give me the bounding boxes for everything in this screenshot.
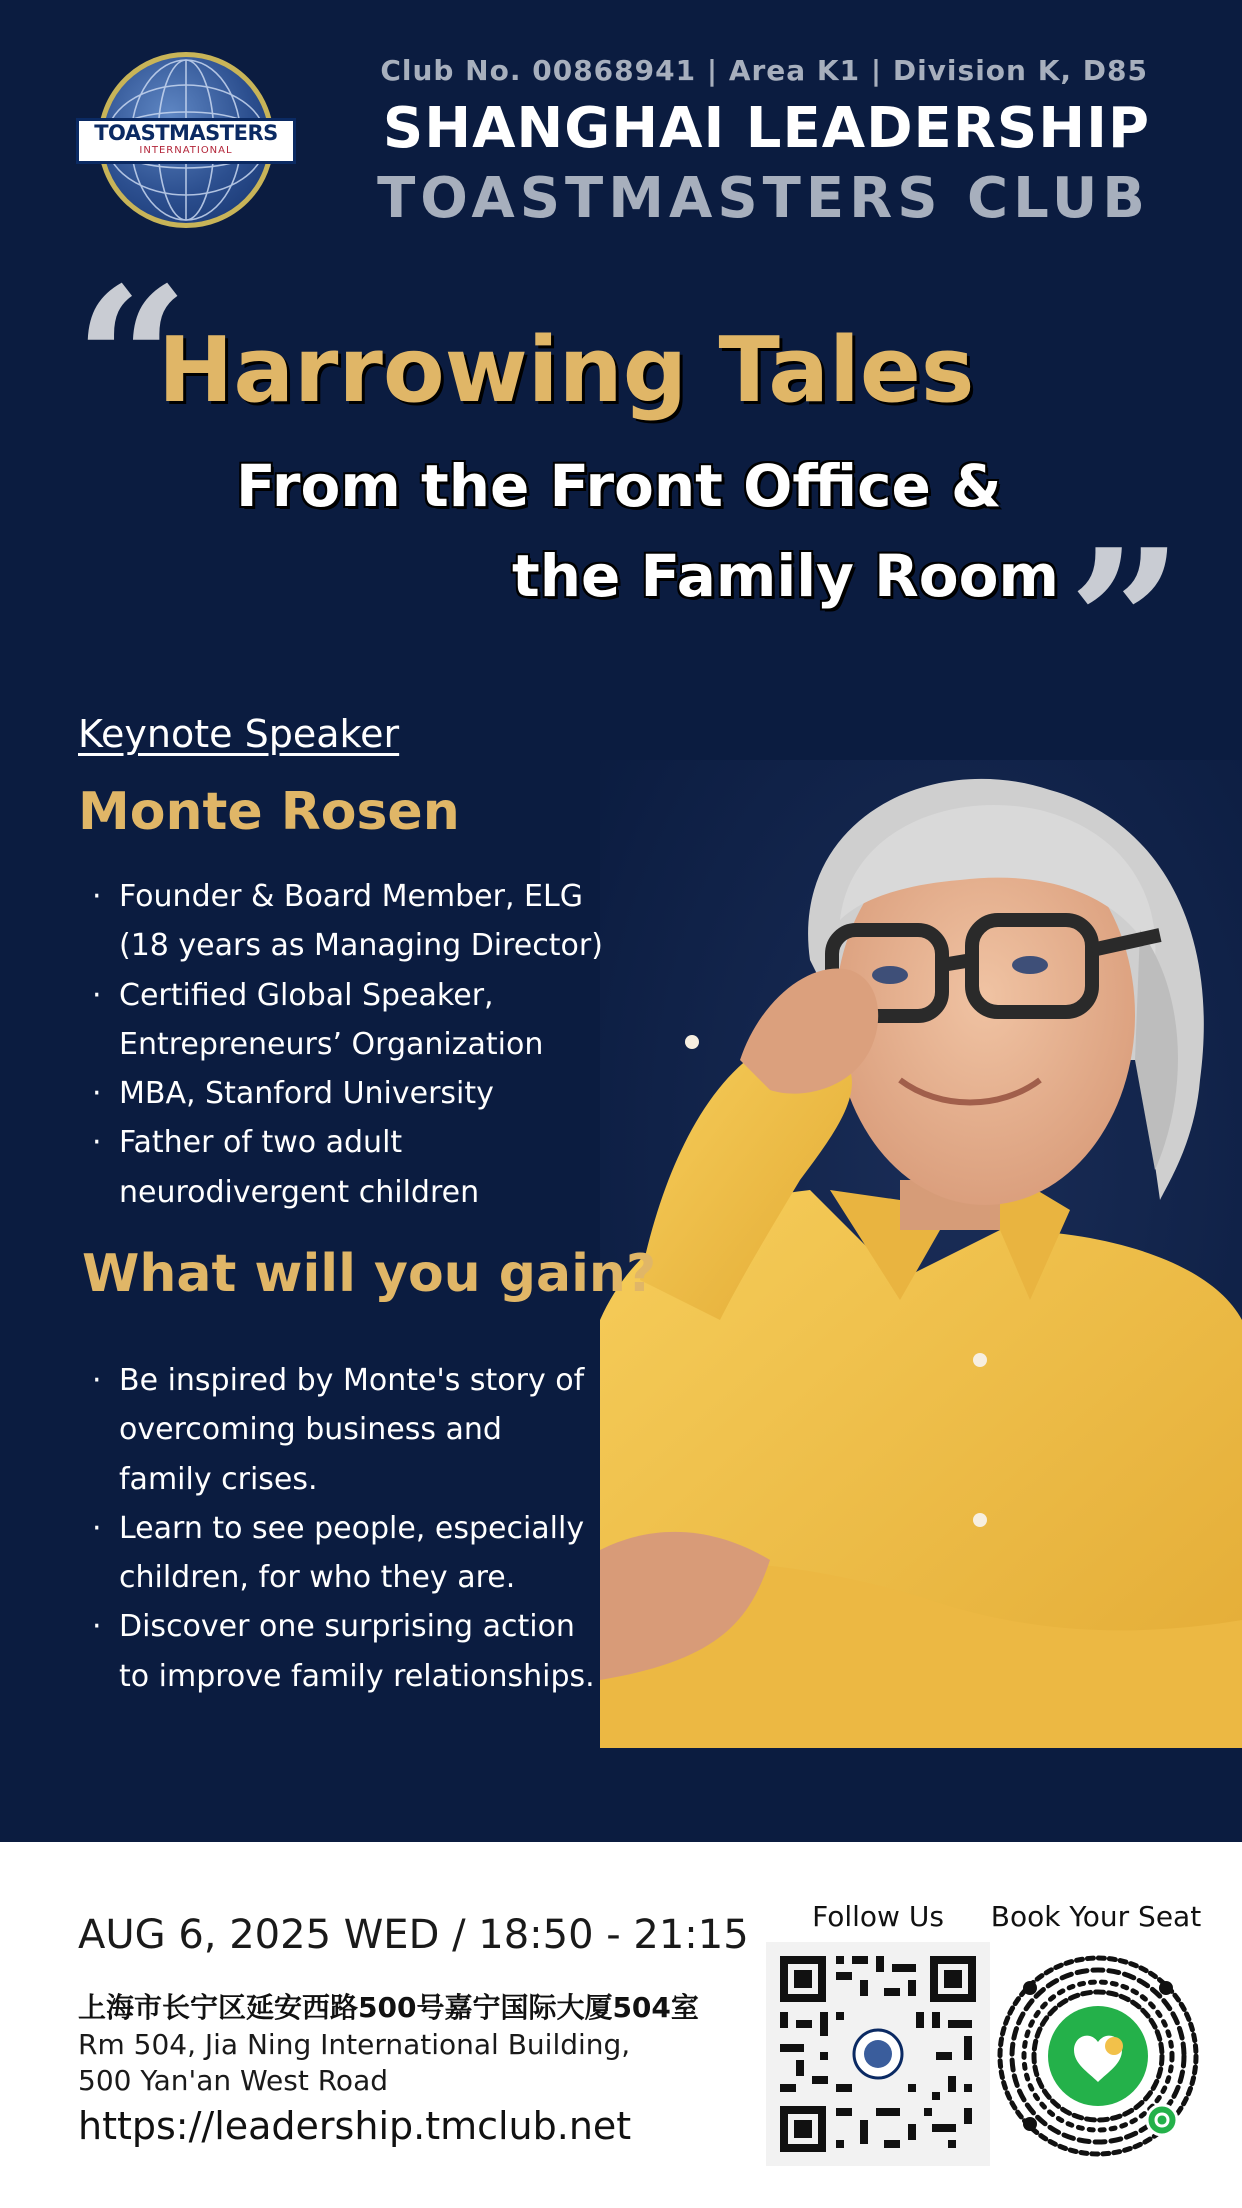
address-chinese: 上海市长宁区延安西路500号嘉宁国际大厦504室: [78, 1991, 699, 2024]
book-seat-label: Book Your Seat: [990, 1900, 1202, 1933]
event-datetime: AUG 6, 2025 WED / 18:50 - 21:15: [78, 1912, 749, 1958]
speaker-photo: [600, 760, 1242, 1748]
event-subtitle-line2: the Family Room: [512, 542, 1059, 610]
keynote-speaker-label: Keynote Speaker: [78, 712, 400, 756]
close-quote-icon: ”: [1068, 506, 1184, 741]
gain-item: · Be inspired by Monte's story of overcoming business and family crises.: [92, 1356, 602, 1504]
gain-item: · Learn to see people, especially children, for who they are.: [92, 1504, 602, 1603]
credential-item: · Father of two adult neurodivergent children: [92, 1118, 612, 1217]
gain-item: · Discover one surprising action to improve family relationships.: [92, 1602, 602, 1701]
open-quote-icon: “: [74, 244, 190, 479]
club-info: Club No. 00868941 | Area K1 | Division K, D85: [380, 54, 1148, 87]
gain-list: [92, 1356, 602, 1701]
logo-sub: INTERNATIONAL: [139, 145, 233, 156]
address-english-line1: Rm 504, Jia Ning International Building,: [78, 2028, 631, 2061]
event-subtitle-line1: From the Front Office &: [236, 452, 1002, 520]
logo-wordmark: [76, 118, 296, 164]
speaker-name: Monte Rosen: [78, 782, 460, 842]
club-name-line2: TOASTMASTERS CLUB: [377, 166, 1150, 231]
credential-item: · Certified Global Speaker, Entrepreneurs’ Organization: [92, 971, 612, 1070]
toastmasters-logo: [76, 52, 296, 232]
logo-word: TOASTMASTERS: [94, 121, 278, 145]
credential-item: · Founder & Board Member, ELG (18 years as Managing Director): [92, 872, 612, 971]
address-english-line2: 500 Yan'an West Road: [78, 2064, 388, 2097]
event-title: Harrowing Tales: [158, 318, 975, 423]
book-seat-mini-program-code[interactable]: [994, 1952, 1202, 2160]
club-name-line1: SHANGHAI LEADERSHIP: [382, 96, 1150, 161]
follow-us-label: Follow Us: [812, 1900, 944, 1933]
website-link[interactable]: https://leadership.tmclub.net: [78, 2104, 632, 2148]
speaker-credentials: [92, 872, 612, 1217]
credential-item: · MBA, Stanford University: [92, 1069, 612, 1118]
gain-heading: What will you gain?: [82, 1244, 657, 1304]
follow-us-qr-code[interactable]: [766, 1942, 990, 2166]
